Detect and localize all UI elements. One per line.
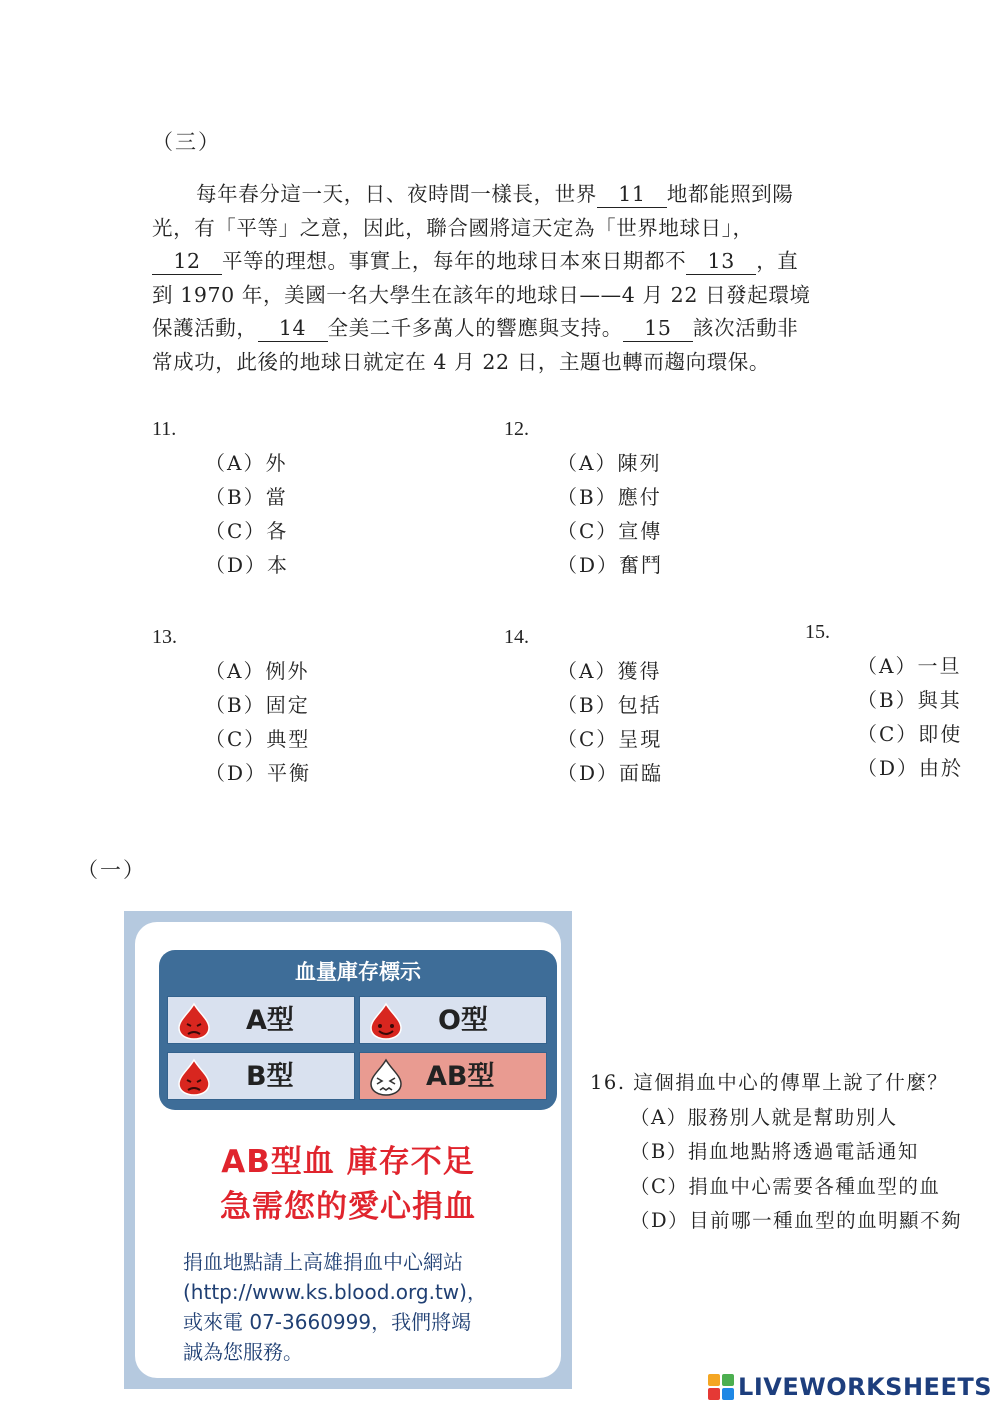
warning-line-1: AB型血 庫存不足 <box>221 1144 475 1180</box>
option-13-a[interactable]: （A）例外 <box>205 659 310 683</box>
passage-line: 12 平等的理想。事實上，每年的地球日本來日期都不 13 ，直 <box>152 245 852 279</box>
option-16-a[interactable]: （A）服務別人就是幫助別人 <box>630 1105 898 1129</box>
sad-blood-drop-icon <box>176 1058 212 1096</box>
blood-type-ab <box>359 1052 547 1100</box>
option-15-c[interactable]: （C）即使 <box>857 722 963 746</box>
blood-type-label: AB型 <box>426 1061 495 1092</box>
option-14-a[interactable]: （A）獲得 <box>557 659 662 683</box>
option-15-d[interactable]: （D）由於 <box>857 756 964 780</box>
blood-type-label: O型 <box>438 1005 488 1036</box>
passage-line: 每年春分這一天，日、夜時間一樣長，世界 11 地都能照到陽 <box>196 182 794 206</box>
blood-stock-panel <box>159 950 557 1110</box>
stock-title: 血量庫存標示 <box>295 960 421 984</box>
option-14-b[interactable]: （B）包括 <box>557 693 662 717</box>
happy-blood-drop-icon <box>368 1002 404 1040</box>
option-11-d[interactable]: （D）本 <box>205 553 290 577</box>
section-heading-1: （一） <box>77 858 146 882</box>
info-line: 捐血地點請上高雄捐血中心網站 <box>183 1250 463 1274</box>
blood-type-label: B型 <box>246 1061 294 1092</box>
options-14 <box>557 654 663 790</box>
question-number-14: 14. <box>504 626 529 648</box>
info-line: 誠為您服務。 <box>183 1340 303 1364</box>
liveworksheets-logo <box>708 1373 992 1401</box>
blood-type-a <box>167 996 355 1044</box>
option-12-c[interactable]: （C）宣傳 <box>557 519 663 543</box>
option-15-a[interactable]: （A）一旦 <box>857 654 962 678</box>
blood-donation-poster <box>124 911 572 1389</box>
option-16-d[interactable]: （D）目前哪一種血型的血明顯不夠 <box>630 1209 963 1232</box>
option-12-d[interactable]: （D）奮鬥 <box>557 553 664 577</box>
distressed-blood-drop-icon <box>368 1058 404 1096</box>
options-11 <box>205 446 289 582</box>
question-number-13: 13. <box>152 626 177 648</box>
passage-line: 到 1970 年，美國一名大學生在該年的地球日——4 月 22 日發起環境 <box>152 282 811 307</box>
info-line: 或來電 07-3660999，我們將竭 <box>183 1310 472 1334</box>
donation-info <box>183 1247 487 1367</box>
option-11-b[interactable]: （B）當 <box>205 485 288 509</box>
blood-type-label: A型 <box>246 1005 294 1036</box>
option-11-c[interactable]: （C）各 <box>205 519 289 543</box>
option-14-c[interactable]: （C）呈現 <box>557 727 663 751</box>
option-13-c[interactable]: （C）典型 <box>205 727 311 751</box>
section-heading-3: （三） <box>152 130 221 154</box>
brand-text: LIVEWORKSHEETS <box>738 1373 992 1401</box>
question-number-11: 11. <box>152 418 177 440</box>
blood-type-b <box>167 1052 355 1100</box>
blank-14[interactable]: 14 <box>258 315 328 342</box>
option-15-b[interactable]: （B）與其 <box>857 688 962 712</box>
passage-line: 保護活動， 14 全美二千多萬人的響應與支持。 15 該次活動非 <box>152 316 799 340</box>
options-13 <box>205 654 311 790</box>
liveworksheets-logo-icon <box>708 1374 734 1400</box>
option-14-d[interactable]: （D）面臨 <box>557 761 664 785</box>
passage-line: 常成功，此後的地球日就定在 4 月 22 日，主題也轉而趨向環保。 <box>152 349 770 374</box>
option-13-d[interactable]: （D）平衡 <box>205 761 312 785</box>
question-16-stem: 16. 這個捐血中心的傳單上說了什麼？ <box>590 1071 949 1094</box>
passage-line: 光，有「平等」之意，因此，聯合國將這天定為「世界地球日」， <box>152 215 754 240</box>
blank-11[interactable]: 11 <box>597 181 667 208</box>
poster-panel <box>135 922 561 1378</box>
info-url: (http://www.ks.blood.org.tw)， <box>183 1280 487 1304</box>
option-12-b[interactable]: （B）應付 <box>557 485 662 509</box>
question-16 <box>590 1066 962 1239</box>
options-12 <box>557 446 663 582</box>
question-number-15: 15. <box>805 621 830 643</box>
question-number-12: 12. <box>504 418 529 440</box>
cloze-passage <box>152 178 852 379</box>
option-16-c[interactable]: （C）捐血中心需要各種血型的血 <box>630 1174 941 1198</box>
option-16-b[interactable]: （B）捐血地點將透過電話通知 <box>630 1140 919 1163</box>
blank-13[interactable]: 13 <box>686 248 756 275</box>
option-13-b[interactable]: （B）固定 <box>205 693 310 717</box>
blank-12[interactable]: 12 <box>152 248 222 275</box>
options-15 <box>857 649 963 785</box>
blood-type-o <box>359 996 547 1044</box>
option-12-a[interactable]: （A）陳列 <box>557 451 662 475</box>
sad-blood-drop-icon <box>176 1002 212 1040</box>
warning-line-2: 急需您的愛心捐血 <box>220 1189 476 1225</box>
option-11-a[interactable]: （A）外 <box>205 451 288 475</box>
blank-15[interactable]: 15 <box>623 315 693 342</box>
